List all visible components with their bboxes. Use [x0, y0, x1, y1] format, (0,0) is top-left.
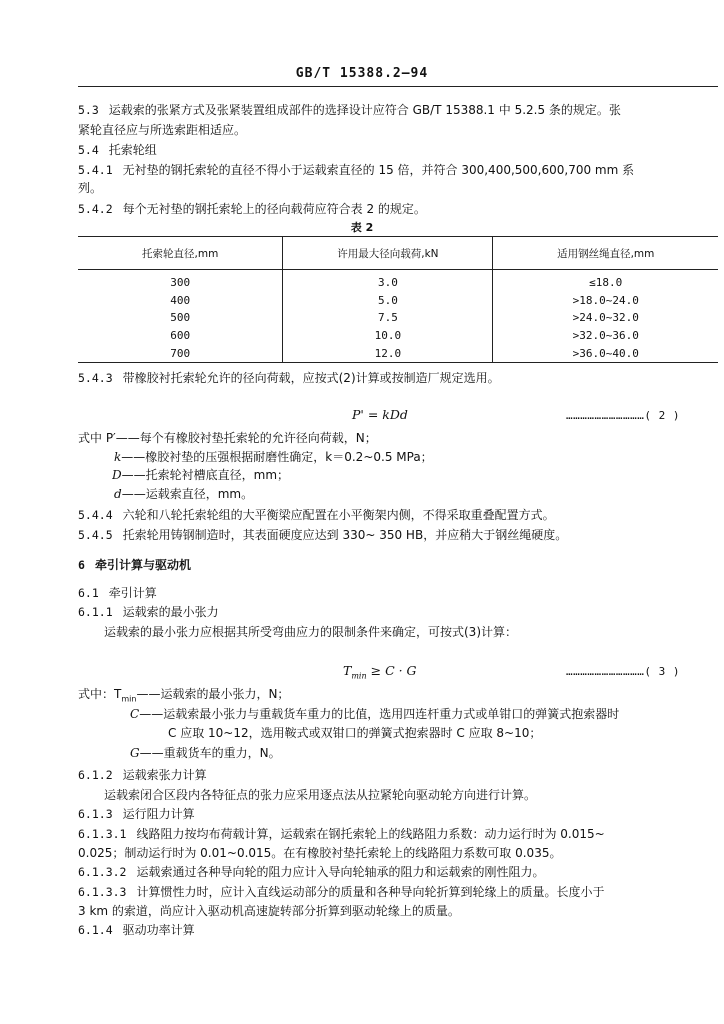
- table-cell: >32.0~36.0: [493, 327, 718, 345]
- clause-6-1: [78, 585, 718, 601]
- formula-lhs: T: [343, 663, 352, 678]
- table-cell: ≤18.0: [493, 270, 718, 292]
- clause-5-4-5: [78, 527, 718, 543]
- clause-number: 5.4.5: [78, 528, 113, 542]
- clause-text: 无衬垫的钢托索轮的直径不得小于运载索直径的 15 倍，并符合 300,400,500,600,700 mm 系: [122, 163, 635, 177]
- table-header-row: [78, 237, 718, 270]
- legend-intro: 式中：T: [78, 687, 122, 701]
- column-header: 许用最大径向载荷,kN: [283, 237, 493, 270]
- table-cell: >24.0~32.0: [493, 309, 718, 327]
- clause-6-1-4: [78, 922, 718, 938]
- clause-text: 带橡胶衬托索轮允许的径向荷载，应按式(2)计算或按制造厂规定选用。: [122, 371, 500, 385]
- clause-6-1-2: [78, 767, 718, 783]
- clause-title: 运载索的最小张力: [122, 605, 219, 619]
- clause-5-3: [78, 102, 718, 118]
- section-title: 牵引计算与驱动机: [94, 558, 191, 572]
- clause-text: 计算惯性力时，应计入直线运动部分的质量和各种导向轮折算到轮缘上的质量。长度小于: [136, 885, 605, 899]
- table-cell: >36.0~40.0: [493, 344, 718, 362]
- table-row: [78, 344, 718, 362]
- standard-code-header: GB/T 15388.2—94: [295, 66, 429, 81]
- legend-desc: ——每个有橡胶衬垫托索轮的允许径向荷载，N；: [115, 431, 377, 445]
- legend-item-d: [114, 486, 718, 502]
- clause-6-1-3-1-cont: 0.025；制动运行时为 0.01~0.015。在有橡胶衬垫托索轮上的线路阻力系数可取 0.035。: [78, 846, 562, 860]
- clause-5-4: [78, 142, 718, 158]
- formula-2-legend: [78, 430, 718, 446]
- table-cell: 600: [170, 329, 191, 343]
- legend-item-G: [130, 745, 718, 761]
- clause-number: 6.1.3.1: [78, 827, 127, 841]
- clause-title: 托索轮组: [108, 143, 157, 157]
- clause-number: 5.4.4: [78, 508, 113, 522]
- clause-number: 6.1: [78, 586, 99, 600]
- clause-title: 牵引计算: [108, 586, 157, 600]
- column-header: 适用钢丝绳直径,mm: [493, 237, 718, 270]
- clause-number: 5.3: [78, 103, 99, 117]
- formula-3-number: ……………………………( 3 ): [566, 665, 680, 678]
- legend-symbol: d: [114, 487, 122, 501]
- clause-number: 6.1.1: [78, 605, 113, 619]
- clause-number: 6.1.3.3: [78, 885, 127, 899]
- legend-desc: ——橡胶衬垫的压强根据耐磨性确定，k＝0.2~0.5 MPa；: [121, 450, 433, 464]
- clause-text: 运载索的张紧方式及张紧装置组成部件的选择设计应符合 GB/T 15388.1 中 5.2.5 条的规定。张: [108, 103, 621, 117]
- legend-symbol: k: [114, 450, 122, 464]
- clause-text: 六轮和八轮托索轮组的大平衡梁应配置在小平衡架内侧，不得采取重叠配置方式。: [122, 508, 555, 522]
- clause-number: 5.4.2: [78, 202, 113, 216]
- clause-title: 驱动功率计算: [122, 923, 195, 937]
- table-cell: >18.0~24.0: [493, 292, 718, 310]
- clause-number: 5.4.3: [78, 371, 113, 385]
- clause-5-4-3: [78, 370, 718, 386]
- clause-6-1-3: [78, 806, 718, 822]
- column-header: 托索轮直径,mm: [78, 237, 283, 270]
- legend-desc: ——重载货车的重力，N。: [139, 746, 281, 760]
- table-cell: 700: [78, 344, 283, 362]
- formula-subscript: min: [351, 671, 367, 681]
- section-number: 6: [78, 558, 85, 572]
- clause-title: 运行阻力计算: [122, 807, 195, 821]
- header-rule: [78, 86, 718, 87]
- table-row: [78, 270, 718, 292]
- clause-6-1-3-3: [78, 884, 718, 900]
- legend-desc: ——托索轮衬槽底直径，mm；: [121, 468, 290, 482]
- table-cell: 5.0: [283, 292, 493, 310]
- clause-5-4-1: [78, 162, 718, 178]
- clause-5-4-2: [78, 201, 718, 217]
- clause-number: 6.1.4: [78, 923, 113, 937]
- legend-intro: 式中 P′: [78, 431, 116, 445]
- clause-text: 每个无衬垫的钢托索轮上的径向载荷应符合表 2 的规定。: [122, 202, 426, 216]
- clause-6-1-3-1: [78, 826, 718, 842]
- table-row: [78, 292, 718, 310]
- clause-6-1-2-text: 运载索闭合区段内各特征点的张力应采用逐点法从拉紧轮向驱动轮方向进行计算。: [104, 788, 537, 802]
- table-row: [78, 309, 718, 327]
- legend-item-C-cont: C 应取 10~12，选用鞍式或双钳口的弹簧式抱索器时 C 应取 8~10；: [168, 726, 542, 740]
- legend-item-C: [130, 706, 718, 722]
- legend-symbol: C: [130, 707, 140, 721]
- clause-number: 6.1.2: [78, 768, 113, 782]
- table-2: [78, 236, 718, 363]
- clause-number: 5.4.1: [78, 163, 113, 177]
- clause-6-1-3-3-cont: 3 km 的索道，尚应计入驱动机高速旋转部分折算到驱动轮缘上的质量。: [78, 904, 460, 918]
- formula-rhs: ≥ C · G: [370, 663, 417, 678]
- formula-2-number: ……………………………( 2 ): [566, 409, 680, 422]
- table-cell: 7.5: [283, 309, 493, 327]
- clause-number: 6.1.3: [78, 807, 113, 821]
- legend-symbol: D: [112, 468, 122, 482]
- clause-6-1-1-text: 运载索的最小张力应根据其所受弯曲应力的限制条件来确定，可按式(3)计算：: [104, 625, 518, 639]
- legend-desc: ——运载索最小张力与重载货车重力的比值，选用四连杆重力式或单钳口的弹簧式抱索器时: [139, 707, 620, 721]
- clause-5-4-4: [78, 507, 718, 523]
- formula-3-legend: [78, 686, 718, 707]
- legend-desc: ——运载索直径，mm。: [121, 487, 254, 501]
- table-cell: 400: [170, 293, 191, 307]
- formula-3: [343, 663, 417, 681]
- clause-6-1-1: [78, 604, 718, 620]
- clause-5-4-1-cont: 列。: [78, 181, 103, 195]
- clause-6-1-3-2: [78, 864, 718, 880]
- table-cell: 3.0: [283, 270, 493, 292]
- clause-text: 线路阻力按均布荷载计算，运载索在钢托索轮上的线路阻力系数：动力运行时为 0.015~: [136, 827, 605, 841]
- legend-subscript: min: [121, 694, 137, 704]
- clause-text: 运载索通过各种导向轮的阻力应计入导向轮轴承的阻力和运载索的刚性阻力。: [136, 865, 545, 879]
- table-cell: 10.0: [283, 327, 493, 345]
- clause-text: 托索轮用铸钢制造时，其表面硬度应达到 330~ 350 HB，并应稍大于钢丝绳硬度。: [122, 528, 568, 542]
- legend-symbol: G: [130, 746, 140, 760]
- clause-number: 5.4: [78, 143, 99, 157]
- legend-item-k: [114, 449, 718, 465]
- table-row: [78, 327, 718, 345]
- formula-2: P' = kDd: [352, 407, 408, 422]
- section-6: [78, 557, 718, 573]
- legend-desc: ——运载索的最小张力，N；: [136, 687, 290, 701]
- table-cell: 300: [170, 276, 191, 290]
- legend-item-D: [112, 467, 718, 483]
- clause-number: 6.1.3.2: [78, 865, 127, 879]
- table-caption: 表 2: [350, 221, 374, 234]
- table-cell: 500: [170, 311, 191, 325]
- clause-5-3-cont: 紧轮直径应与所选索距相适应。: [78, 123, 247, 137]
- table-cell: 12.0: [283, 344, 493, 362]
- clause-title: 运载索张力计算: [122, 768, 207, 782]
